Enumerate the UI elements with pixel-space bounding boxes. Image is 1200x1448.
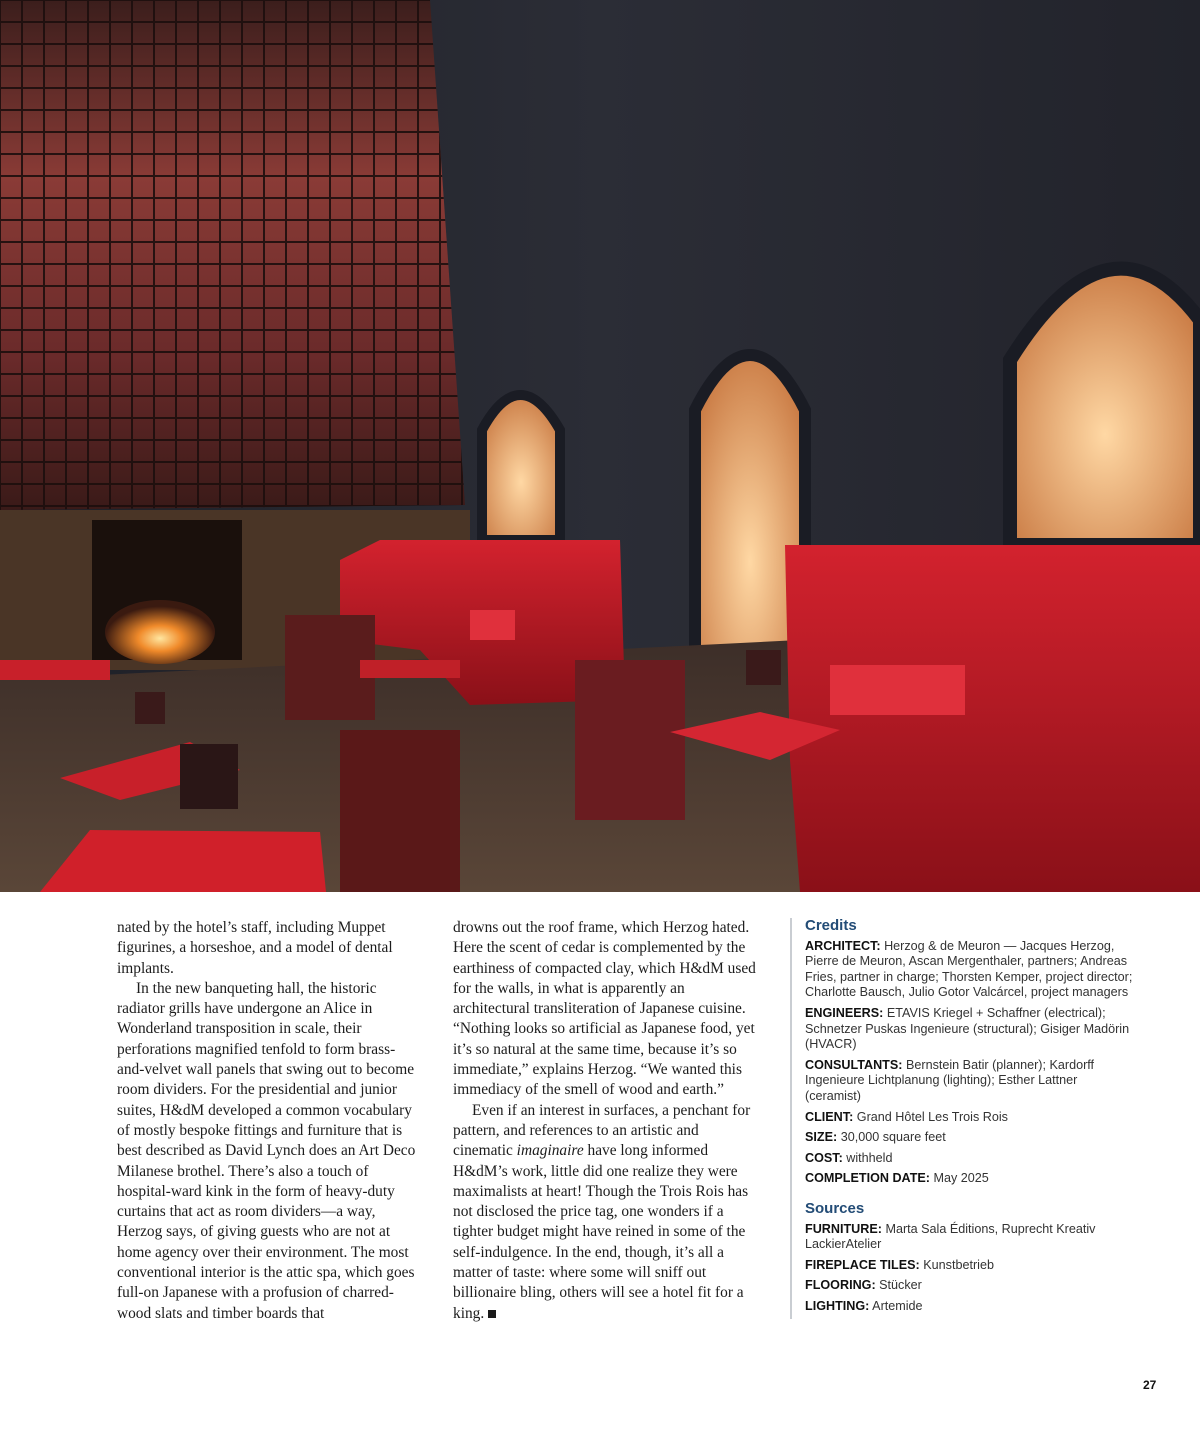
credit-key: FIREPLACE TILES: [805, 1257, 920, 1272]
credit-value: Marta Sala Éditions, Ruprecht Kreativ LackierAtelier [805, 1221, 1096, 1252]
credit-key: COST: [805, 1150, 843, 1165]
credit-value: Kunstbetrieb [923, 1257, 994, 1272]
credit-entry [805, 1299, 1135, 1315]
credit-value: Grand Hôtel Les Trois Rois [856, 1109, 1008, 1124]
credits-list [805, 939, 1135, 1187]
sources-list [805, 1222, 1135, 1315]
credit-entry [805, 1058, 1135, 1105]
credit-key: LIGHTING: [805, 1298, 870, 1313]
credit-key: ARCHITECT: [805, 938, 881, 953]
credit-key: FURNITURE: [805, 1221, 882, 1236]
end-mark-icon [488, 1310, 496, 1318]
credit-entry [805, 1171, 1135, 1187]
article-paragraph: In the new banqueting hall, the historic radiator grills have undergone an Alice in Wonderland transposition in scale, their perforations magnified tenfold to form brass-and-velvet wall panels that swing out to become room dividers. For the presidential and junior suites, H&dM developed a common vocabulary of mostly bespoke fittings and furniture that is best described as David Lynch does an Art Deco Milanese brothel. There’s also a touch of hospital-ward kink in the form of heavy-duty curtains that act as room dividers—a way, Herzog says, of giving guests who are not at home agency over their environment. The most conventional interior is the attic spa, which goes full-on Japanese with a profusion of charred-wood slats and timber boards that [117, 979, 416, 1322]
credit-entry [805, 1130, 1135, 1146]
credit-entry [805, 1151, 1135, 1167]
article-text: have long informed H&dM’s work, little did one realize they were maximalists at heart! Though the Trois Rois has not disclosed the price tag, one wonders if a tighter budget might have reined in some of the self-indulgence. In the end, though, it’s all a matter of taste: where some will sniff out billionaire bling, others will see a hotel fit for a king. [453, 1142, 749, 1322]
article-column-2 [453, 918, 758, 1324]
credit-value: ETAVIS Kriegel + Schaffner (electrical); Schnetzer Puskas Ingenieure (structural); Gisiger Madörin (HVACR) [805, 1005, 1130, 1052]
article-paragraph [453, 1101, 758, 1324]
page-number: 27 [1143, 1378, 1157, 1392]
credit-entry [805, 1222, 1135, 1253]
credit-entry [805, 939, 1135, 1001]
credit-entry [805, 1258, 1135, 1274]
credit-value: withheld [846, 1150, 893, 1165]
credit-value: Bernstein Batir (planner); Kardorff Ingenieure Lichtplanung (lighting); Esther Lattner (ceramist) [805, 1057, 1095, 1103]
credit-entry [805, 1006, 1135, 1053]
credit-key: ENGINEERS: [805, 1005, 884, 1020]
article-paragraph: nated by the hotel’s staff, including Muppet figurines, a horseshoe, and a model of dental implants. [117, 919, 393, 977]
article-paragraph: drowns out the roof frame, which Herzog hated. Here the scent of cedar is complemented by the earthiness of compacted clay, which H&dM used for the walls, in what is apparently an architectural transliteration of Japanese cuisine. “Nothing looks so artificial as Japanese food, yet it’s so natural at the same time, because it’s so immediate,” explains Herzog. “We wanted this immediacy of the smell of wood and earth.” [453, 919, 756, 1099]
credit-key: SIZE: [805, 1130, 838, 1145]
credit-value: Stücker [879, 1278, 922, 1293]
credit-value: Herzog & de Meuron — Jacques Herzog, Pierre de Meuron, Ascan Mergenthaler, partners; Andreas Fries, partner in charge; Thorsten Kemper, project director; Charlotte Bausch, Julio Gotor Valcárcel, project managers [805, 938, 1133, 1000]
article-text-italic: imaginaire [516, 1142, 584, 1160]
credit-value: Artemide [872, 1298, 923, 1313]
article-column-1 [117, 918, 422, 1324]
credit-key: CLIENT: [805, 1109, 854, 1124]
credit-key: CONSULTANTS: [805, 1057, 903, 1072]
credit-value: May 2025 [933, 1171, 989, 1186]
credits-sidebar [790, 918, 1135, 1319]
credits-heading: Credits [805, 917, 857, 934]
credit-entry [805, 1278, 1135, 1294]
credit-entry [805, 1110, 1135, 1126]
credit-key: FLOORING: [805, 1278, 876, 1293]
credit-value: 30,000 square feet [840, 1130, 946, 1145]
article-text: Even if an interest in surfaces, a penchant for pattern, and references to an artistic and cinematic [453, 1101, 751, 1160]
sources-heading: Sources [805, 1199, 865, 1217]
credit-key: COMPLETION DATE: [805, 1171, 930, 1186]
